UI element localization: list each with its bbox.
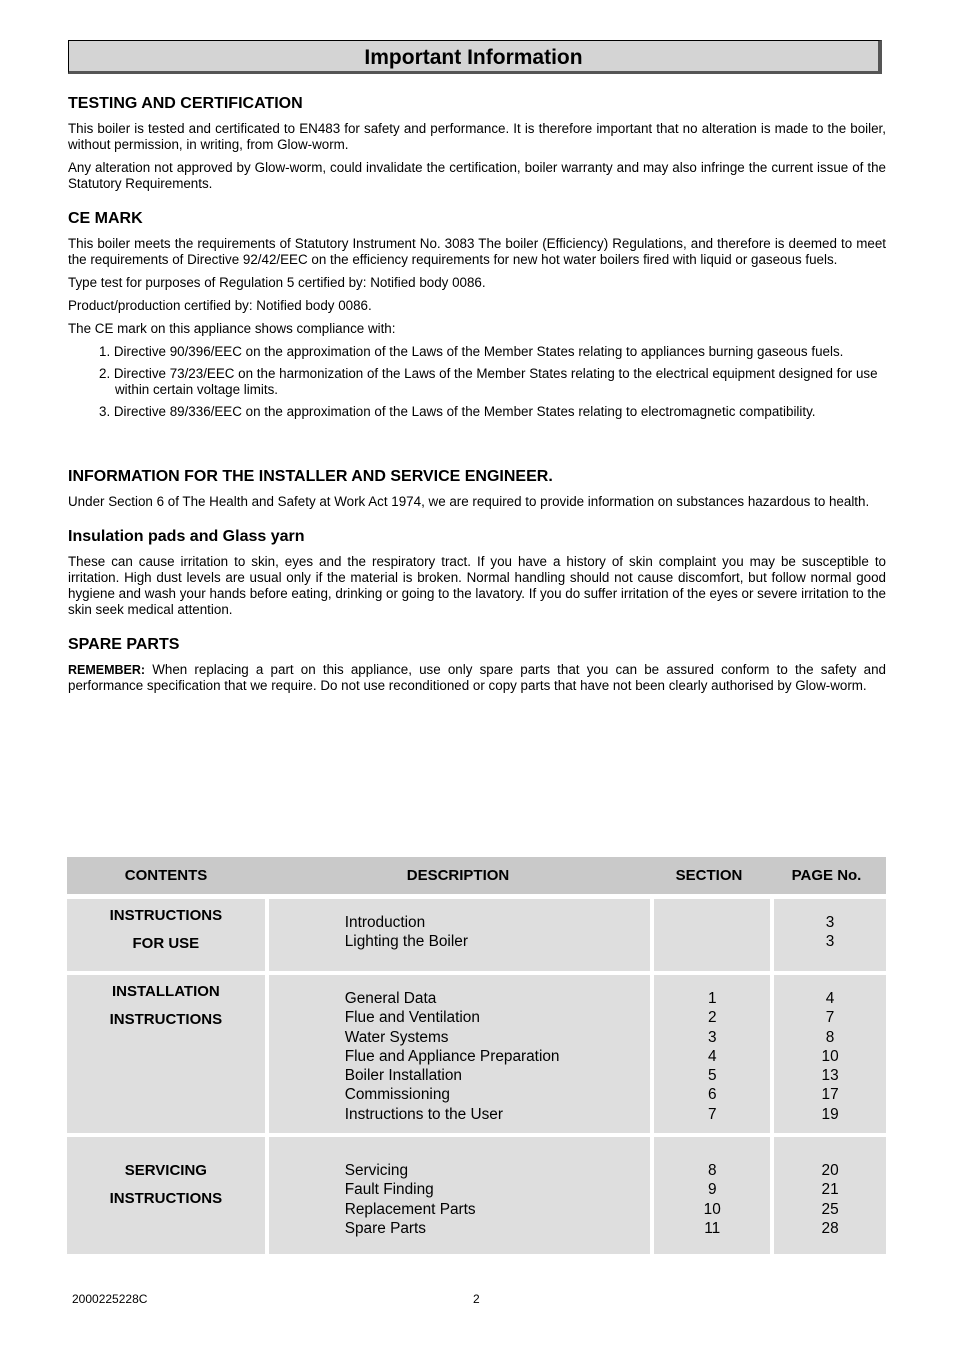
directive-item: 2. Directive 73/23/EEC on the harmonization of the Laws of the Member States relating to the electrical equipment designed for use within certain voltage limits. xyxy=(99,366,878,397)
header-description: DESCRIPTION xyxy=(406,867,510,884)
page-cell-value: 8 xyxy=(825,1028,835,1046)
description-cell-value: Flue and Appliance Preparation xyxy=(344,1047,560,1065)
ce-paragraph-1: This boiler meets the requirements of Statutory Instrument No. 3083 The boiler (Efficiency) Regulations, and therefore is deemed to meet the requirements of Directive 92/42/EEC on the efficiency requirements for new hot water boilers fired with liquid or gaseous fuels. xyxy=(68,236,886,267)
page-cell-value: 28 xyxy=(821,1219,839,1237)
document-number: 2000225228C xyxy=(72,1292,148,1306)
page-title: Important Information xyxy=(364,46,583,69)
section-cell-value xyxy=(654,932,770,951)
page-cell-value: 21 xyxy=(821,1181,839,1199)
ce-paragraph-3: Product/production certified by: Notified body 0086. xyxy=(68,298,372,313)
ce-paragraph-4: The CE mark on this appliance shows compliance with: xyxy=(68,321,396,336)
description-cell-value: Flue and Ventilation xyxy=(344,1009,480,1027)
ce-section xyxy=(68,209,886,420)
page-cell-value: 10 xyxy=(821,1047,839,1065)
description-cell-value: Introduction xyxy=(344,914,426,931)
description-cell-value: Instructions to the User xyxy=(344,1105,503,1123)
page-cell-value: 13 xyxy=(821,1067,839,1085)
section-cell-value: 1 xyxy=(707,990,717,1007)
section-cell-value xyxy=(654,913,770,932)
section-cell-value: 7 xyxy=(707,1105,717,1123)
contents-table-body xyxy=(67,899,886,1254)
table-category-cell xyxy=(67,1137,265,1254)
page-cell-value: 25 xyxy=(821,1200,839,1218)
description-cell xyxy=(269,1137,651,1254)
table-category-cell xyxy=(67,975,265,1133)
contents-table xyxy=(67,857,886,1254)
category-label: INSTALLATION xyxy=(111,983,220,1000)
table-row xyxy=(67,1137,886,1254)
header-section: SECTION xyxy=(675,867,743,884)
page-cell-value: 20 xyxy=(821,1162,839,1179)
ce-paragraph-2: Type test for purposes of Regulation 5 certified by: Notified body 0086. xyxy=(68,275,486,290)
category-label: INSTRUCTIONS xyxy=(109,907,223,924)
section-cell-value: 3 xyxy=(707,1028,717,1046)
testing-paragraph-1: This boiler is tested and certificated to EN483 for safety and performance. It is therefore important that no alteration is made to the boiler, without permission, in writing, from Glow-worm. xyxy=(68,121,886,152)
directive-list xyxy=(68,344,886,420)
description-cell-value: Spare Parts xyxy=(344,1219,427,1237)
section-cell xyxy=(654,1137,770,1254)
section-cell-value: 9 xyxy=(707,1181,717,1199)
section-cell xyxy=(654,899,770,971)
contents-table-header xyxy=(67,857,886,894)
page-cell-value: 17 xyxy=(821,1086,839,1104)
description-cell xyxy=(269,975,651,1133)
page-cell xyxy=(774,899,886,971)
section-cell-value: 4 xyxy=(707,1047,717,1065)
insulation-paragraph: These can cause irritation to skin, eyes and the respiratory tract. If you have a history of skin complaint you may be susceptible to irritation. High dust levels are usual only if the material is broken. Normal handling should not cause discomfort, but follow normal good hygiene and wash your hands before eating, drinking or going to the lavatory. If you do suffer irritation of the eyes or severe irritation to the skin seek medical attention. xyxy=(68,554,886,617)
testing-section xyxy=(68,94,886,192)
section-cell-value: 10 xyxy=(703,1200,721,1218)
section-cell-value: 8 xyxy=(707,1162,717,1179)
page-cell-value: 19 xyxy=(821,1105,839,1123)
installer-heading: INFORMATION FOR THE INSTALLER AND SERVICE ENGINEER. xyxy=(68,468,553,485)
description-cell xyxy=(269,899,651,971)
page-cell-value: 3 xyxy=(825,933,835,951)
spare-parts-paragraph xyxy=(68,662,886,694)
section-cell-value: 11 xyxy=(704,1219,721,1237)
section-cell-value: 6 xyxy=(707,1086,717,1104)
description-cell-value: Water Systems xyxy=(344,1028,449,1046)
section-cell-value: 2 xyxy=(707,1009,717,1027)
page-title-bar xyxy=(68,40,882,74)
insulation-heading: Insulation pads and Glass yarn xyxy=(68,528,305,545)
page-cell-value: 3 xyxy=(825,914,835,931)
main-content xyxy=(68,94,886,711)
section-cell xyxy=(654,975,770,1133)
category-label: SERVICING xyxy=(124,1162,207,1179)
description-cell-value: Fault Finding xyxy=(344,1181,434,1199)
table-row xyxy=(67,975,886,1133)
table-category-cell xyxy=(67,899,265,971)
description-cell-value: Boiler Installation xyxy=(344,1067,462,1085)
remember-label: REMEMBER: xyxy=(68,663,146,677)
table-row xyxy=(67,899,886,971)
category-label: FOR USE xyxy=(132,935,200,952)
category-label: INSTRUCTIONS xyxy=(109,1190,223,1207)
page-cell-value: 7 xyxy=(825,1009,835,1027)
page-cell-value: 4 xyxy=(825,990,835,1007)
description-cell-value: Servicing xyxy=(344,1162,409,1179)
header-page: PAGE No. xyxy=(791,867,862,884)
testing-paragraph-2: Any alteration not approved by Glow-worm, could invalidate the certification, boiler warranty and may also infringe the current issue of the Statutory Requirements. xyxy=(68,160,886,191)
description-cell-value: Replacement Parts xyxy=(344,1200,476,1218)
category-label: INSTRUCTIONS xyxy=(109,1011,223,1028)
description-cell-value: Lighting the Boiler xyxy=(344,933,468,951)
directive-item: 3. Directive 89/336/EEC on the approximation of the Laws of the Member States relating to electromagnetic compatibility. xyxy=(99,404,816,419)
page-cell xyxy=(774,1137,886,1254)
page-number: 2 xyxy=(473,1292,480,1306)
header-contents: CONTENTS xyxy=(124,867,208,884)
page-cell xyxy=(774,975,886,1133)
testing-heading: TESTING AND CERTIFICATION xyxy=(68,95,303,112)
directive-item: 1. Directive 90/396/EEC on the approximation of the Laws of the Member States relating to appliances burning gaseous fuels. xyxy=(99,344,844,359)
spare-parts-text: When replacing a part on this appliance, use only spare parts that you can be assured conform to the safety and performance specification that we require. Do not use reconditioned or copy parts that have not been clearly authorised by Glow-worm. xyxy=(68,662,886,693)
section-cell-value: 5 xyxy=(707,1067,717,1085)
spare-parts-heading: SPARE PARTS xyxy=(68,636,180,653)
ce-heading: CE MARK xyxy=(68,210,143,227)
description-cell-value: General Data xyxy=(344,990,437,1007)
spare-parts-section xyxy=(68,635,886,694)
installer-section xyxy=(68,467,886,510)
insulation-section xyxy=(68,527,886,618)
description-cell-value: Commissioning xyxy=(344,1086,450,1104)
installer-paragraph: Under Section 6 of The Health and Safety at Work Act 1974, we are required to provide information on substances hazardous to health. xyxy=(68,494,870,509)
